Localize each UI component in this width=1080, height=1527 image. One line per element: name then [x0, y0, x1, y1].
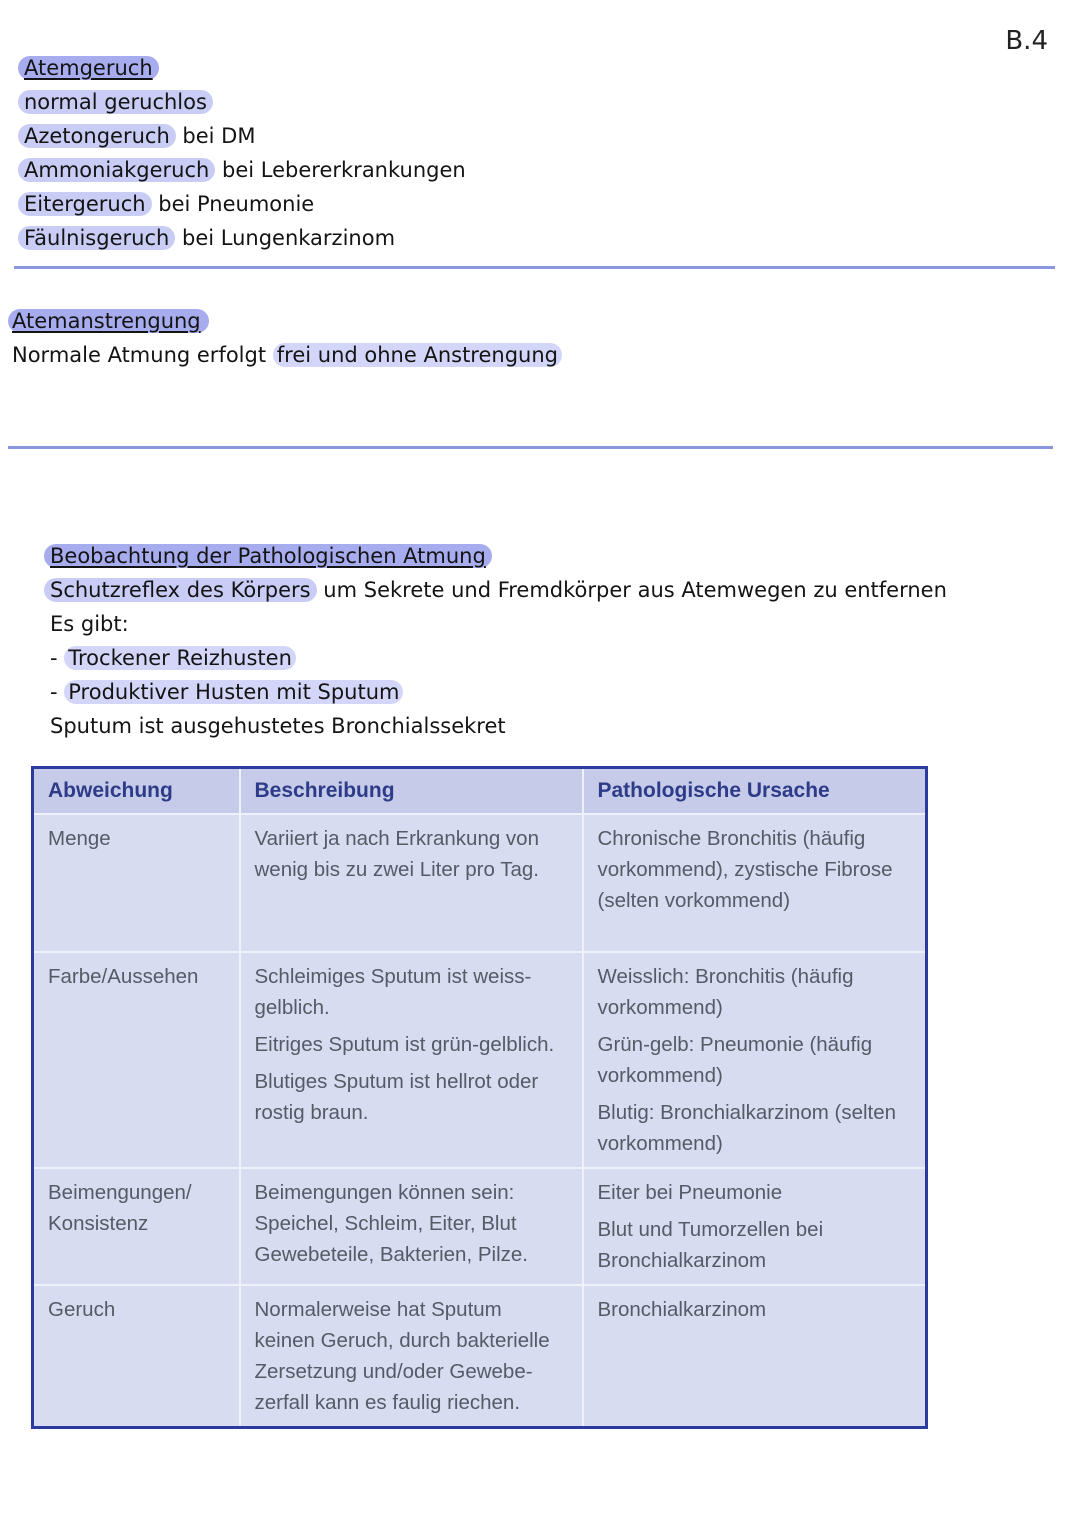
cell-beschreibung: Normalerweise hat Sputum keinen Geruch, durch bakterielle Zersetzung und/oder Gewebe-zerfall kann es faulig riechen. — [240, 1285, 583, 1428]
table-row — [33, 1168, 927, 1285]
atemgeruch-line: Ammoniakgeruch bei Lebererkrankungen — [24, 155, 466, 185]
cell-abweichung: Menge — [33, 814, 240, 952]
sputum-definition: Sputum ist ausgehustetes Bronchialssekret — [50, 714, 506, 738]
page-label: B.4 — [1005, 26, 1048, 56]
cell-ursache: Weisslich: Bronchitis (häufig vorkommend) Grün-gelb: Pneumonie (häufig vorkommend) Blutig: Bronchialkarzinom (selten vorkommend) — [583, 952, 927, 1168]
bullet-item: - Produktiver Husten mit Sputum — [50, 677, 403, 707]
cell-abweichung: Farbe/Aussehen — [33, 952, 240, 1168]
atemgeruch-heading: Atemgeruch — [24, 53, 159, 83]
cell-ursache: Bronchialkarzinom — [597, 1298, 767, 1321]
atemanstrengung-heading: Atemanstrengung — [12, 306, 209, 336]
cell-abweichung: Beimengungen/ Konsistenz — [33, 1168, 240, 1285]
cell-ursache: Chronische Bronchitis (häufig vorkommend), zystische Fibrose (selten vorkommend) — [583, 814, 927, 952]
pathologisch-intro: Schutzreflex des Körpers um Sekrete und Fremdkörper aus Atemwegen zu entfernen — [50, 575, 947, 605]
cell-beschreibung: Variiert ja nach Erkrankung von wenig bis zu zwei Liter pro Tag. — [240, 814, 583, 952]
atemgeruch-line: Eitergeruch bei Pneumonie — [24, 189, 314, 219]
section-divider — [8, 446, 1053, 449]
cell-beschreibung: Beimengungen können sein: Speichel, Schleim, Eiter, Blut Gewebeteile, Bakterien, Pilze. — [240, 1168, 583, 1285]
column-header: Beschreibung — [240, 768, 583, 815]
table-header-row — [33, 768, 927, 815]
section-divider — [14, 266, 1055, 269]
atemgeruch-line: Azetongeruch bei DM — [24, 121, 255, 151]
column-header: Abweichung — [33, 768, 240, 815]
atemanstrengung-text: Normale Atmung erfolgt frei und ohne Anstrengung — [12, 340, 562, 370]
table-row — [33, 814, 927, 952]
table-row — [33, 1285, 927, 1428]
cell-abweichung: Geruch — [33, 1285, 240, 1428]
pathologisch-heading: Beobachtung der Pathologischen Atmung — [50, 541, 492, 571]
es-gibt-label: Es gibt: — [50, 612, 129, 636]
atemgeruch-line: normal geruchlos — [24, 87, 213, 117]
cell-beschreibung: Schleimiges Sputum ist weiss-gelblich. Eitriges Sputum ist grün-gelblich. Blutiges Sputum ist hellrot oder rostig braun. — [240, 952, 583, 1168]
table-row — [33, 952, 927, 1168]
atemgeruch-line: Fäulnisgeruch bei Lungenkarzinom — [24, 223, 395, 253]
cell-ursache: Eiter bei Pneumonie Blut und Tumorzellen bei Bronchialkarzinom — [583, 1168, 927, 1285]
column-header: Pathologische Ursache — [583, 768, 927, 815]
bullet-item: - Trockener Reizhusten — [50, 643, 296, 673]
sputum-table — [31, 766, 928, 1429]
